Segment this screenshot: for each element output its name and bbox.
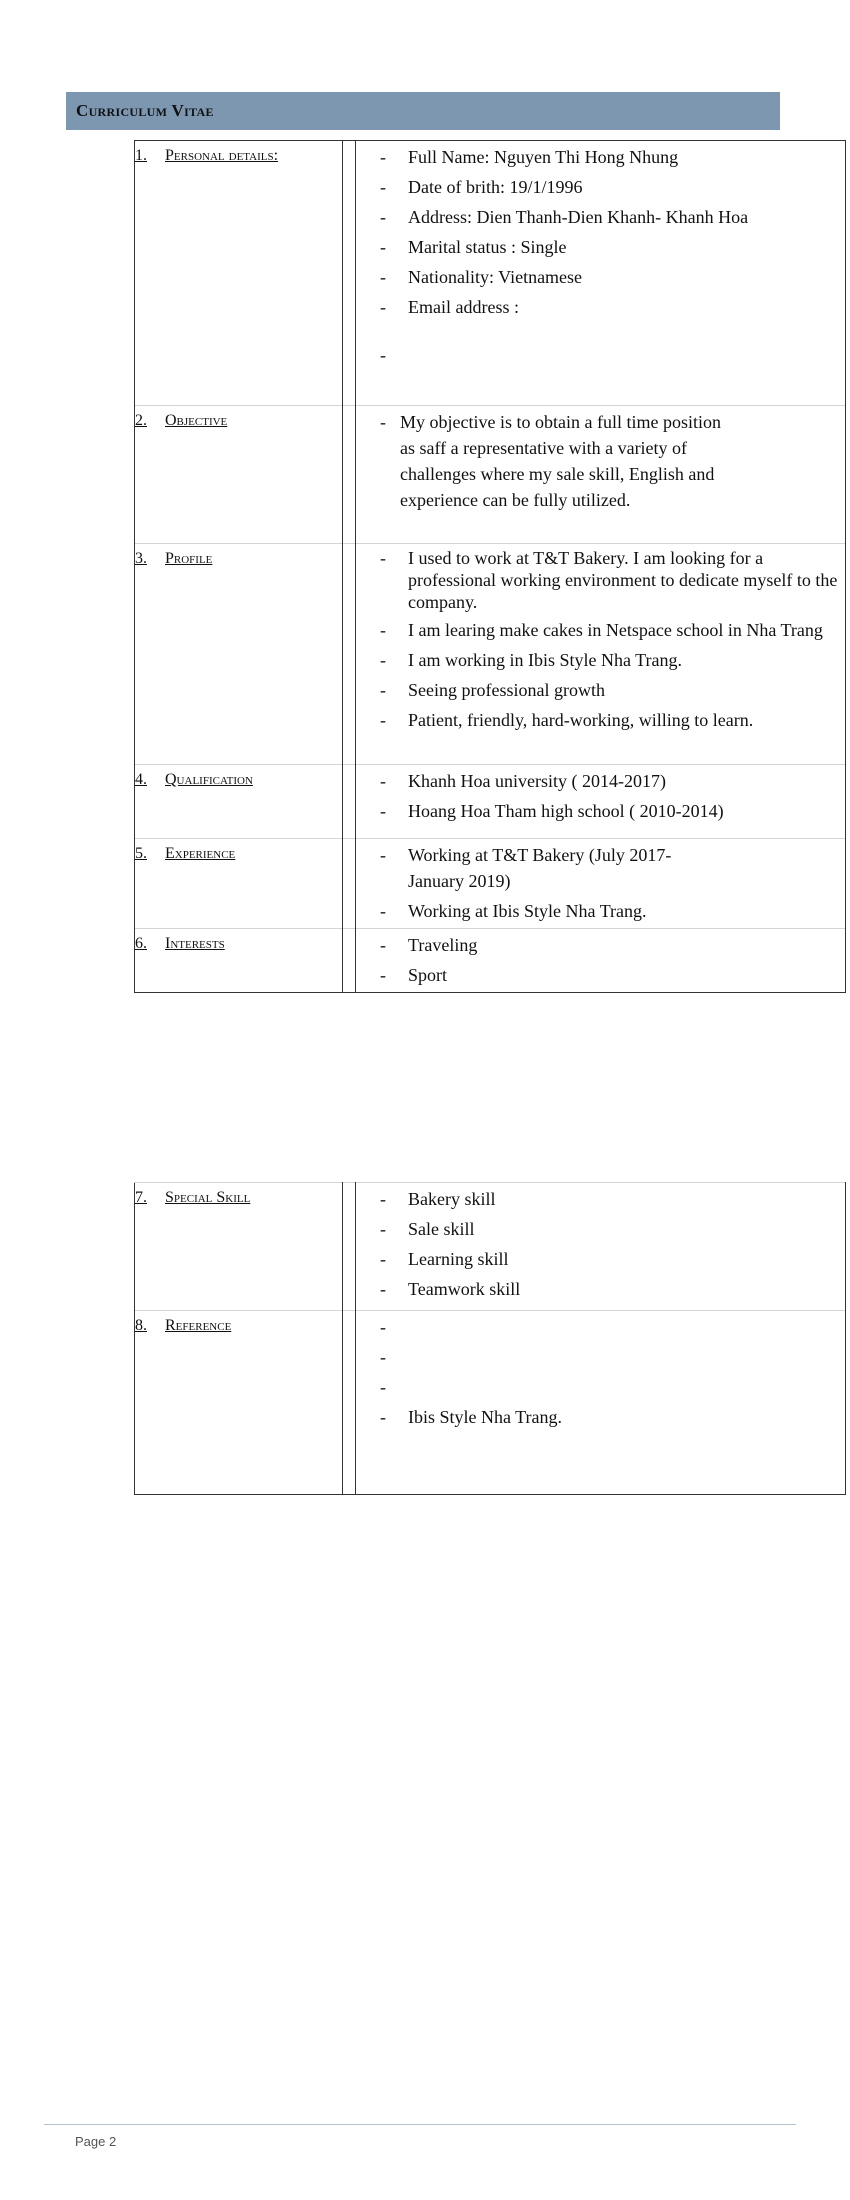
section-content-cell xyxy=(356,1183,846,1311)
list-item: - I used to work at T&T Bakery. I am looking for a professional working environment to dedicate myself to the company. xyxy=(356,547,845,613)
page-number: Page 2 xyxy=(75,2134,117,2149)
divider-cell xyxy=(343,544,356,765)
section-number: 6. xyxy=(135,935,147,952)
section-label-cell xyxy=(135,839,343,929)
section-personal-details xyxy=(135,141,846,406)
list-item: - Hoang Hoa Tham high school ( 2010-2014) xyxy=(356,798,845,824)
list-item: - Date of brith: 19/1/1996 xyxy=(356,174,845,200)
section-content-cell xyxy=(356,1311,846,1495)
section-content-cell xyxy=(356,929,846,993)
section-number: 7. xyxy=(135,1189,147,1206)
divider-cell xyxy=(343,929,356,993)
item-list xyxy=(356,1183,845,1302)
list-item: - I am learing make cakes in Netspace school in Nha Trang xyxy=(356,617,845,643)
list-item xyxy=(356,1374,845,1400)
divider-cell xyxy=(343,1183,356,1311)
list-item: - Seeing professional growth xyxy=(356,677,845,703)
section-label: Experience xyxy=(165,845,236,862)
section-label-cell xyxy=(135,929,343,993)
section-number: 3. xyxy=(135,550,147,567)
section-label-cell xyxy=(135,1183,343,1311)
divider-cell xyxy=(343,406,356,544)
cv-table-part-1 xyxy=(134,140,846,993)
section-label-cell xyxy=(135,544,343,765)
list-item: - Working at T&T Bakery (July 2017- January 2019) xyxy=(356,842,845,894)
list-item: - Traveling xyxy=(356,932,845,958)
section-number: 1. xyxy=(135,147,147,164)
section-label-cell xyxy=(135,1311,343,1495)
list-item: - Patient, friendly, hard-working, willing to learn. xyxy=(356,707,845,733)
list-item: - My objective is to obtain a full time position as saff a representative with a variety of challenges where my sale skill, English and experience can be fully utilized. xyxy=(356,409,845,513)
section-number: 5. xyxy=(135,845,147,862)
divider-cell xyxy=(343,141,356,406)
list-item xyxy=(356,342,845,368)
section-content-cell xyxy=(356,141,846,406)
section-label: Qualification xyxy=(165,771,253,788)
section-interests xyxy=(135,929,846,993)
section-label: Objective xyxy=(165,412,228,429)
item-list xyxy=(356,1311,845,1430)
item-list xyxy=(356,765,845,824)
list-item xyxy=(356,1314,845,1340)
section-label: Special Skill xyxy=(165,1189,251,1206)
section-label-cell xyxy=(135,406,343,544)
document-title: Curriculum Vitae xyxy=(76,101,214,120)
item-list xyxy=(356,544,845,733)
section-number: 8. xyxy=(135,1317,147,1334)
item-list xyxy=(356,839,845,924)
section-label: Profile xyxy=(165,550,213,567)
footer-divider xyxy=(44,2124,796,2125)
list-item: - Sport xyxy=(356,962,845,988)
list-item: - Email address : xyxy=(356,294,845,320)
list-item: - Full Name: Nguyen Thi Hong Nhung xyxy=(356,144,845,170)
section-content-cell xyxy=(356,839,846,929)
list-item: - Nationality: Vietnamese xyxy=(356,264,845,290)
section-special-skill xyxy=(135,1183,846,1311)
section-reference xyxy=(135,1311,846,1495)
section-content-cell xyxy=(356,544,846,765)
list-item: - Ibis Style Nha Trang. xyxy=(356,1404,845,1430)
section-label: Reference xyxy=(165,1317,232,1334)
item-list xyxy=(356,141,845,368)
list-item: - Sale skill xyxy=(356,1216,845,1242)
section-label-cell xyxy=(135,141,343,406)
cv-table-part-2 xyxy=(134,1182,846,1495)
section-number: 4. xyxy=(135,771,147,788)
list-item: - Teamwork skill xyxy=(356,1276,845,1302)
list-item: - Marital status : Single xyxy=(356,234,845,260)
section-label: Interests xyxy=(165,935,225,952)
divider-cell xyxy=(343,765,356,839)
item-list xyxy=(356,406,845,513)
section-label-cell xyxy=(135,765,343,839)
section-content-cell xyxy=(356,765,846,839)
list-item: - Learning skill xyxy=(356,1246,845,1272)
section-content-cell xyxy=(356,406,846,544)
list-item xyxy=(356,1344,845,1370)
section-profile xyxy=(135,544,846,765)
list-item: - I am working in Ibis Style Nha Trang. xyxy=(356,647,845,673)
section-number: 2. xyxy=(135,412,147,429)
section-experience xyxy=(135,839,846,929)
list-item: - Bakery skill xyxy=(356,1186,845,1212)
divider-cell xyxy=(343,839,356,929)
list-item: - Working at Ibis Style Nha Trang. xyxy=(356,898,845,924)
section-qualification xyxy=(135,765,846,839)
divider-cell xyxy=(343,1311,356,1495)
section-objective xyxy=(135,406,846,544)
item-list xyxy=(356,929,845,988)
list-item: - Khanh Hoa university ( 2014-2017) xyxy=(356,768,845,794)
title-bar xyxy=(66,92,780,130)
list-item: - Address: Dien Thanh-Dien Khanh- Khanh Hoa xyxy=(356,204,845,230)
section-label: Personal details: xyxy=(165,147,279,164)
